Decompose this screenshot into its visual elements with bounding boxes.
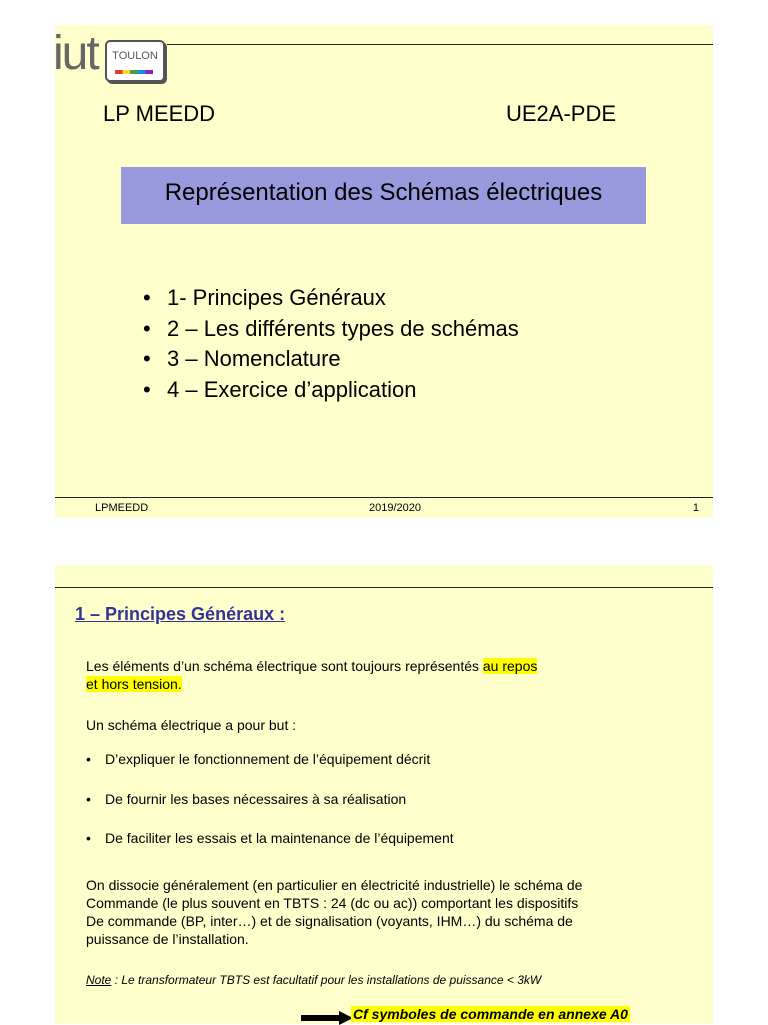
note [86,973,541,987]
footer-rule [55,497,713,498]
iut-toulon-logo [53,27,171,84]
agenda-item [143,314,519,345]
bullet: • [86,791,91,807]
bullet: • [143,285,151,310]
bullet: • [143,346,151,371]
header-rule [167,44,713,45]
paragraph-text: Les éléments d’un schéma électrique sont toujours représentés [86,658,483,674]
footer-course: LPMEEDD [95,502,149,514]
arrow-right-icon [301,1011,353,1025]
highlight-text: et hors tension. [86,676,182,692]
callout-annex: Cf symboles de commande en annexe A0 [353,1006,628,1022]
logo-badge-text: TOULON [112,50,158,62]
list-item-text: D’expliquer le fonctionnement de l’équipement décrit [105,751,431,767]
paragraph-line: puissance de l’installation. [86,931,249,947]
list-item-text: De fournir les bases nécessaires à sa réalisation [105,791,407,807]
paragraph-line: On dissocie généralement (en particulier en électricité industrielle) le schéma de [86,877,583,893]
paragraph-dissociation [86,876,686,948]
highlight-text: au repos [482,658,538,674]
agenda-item-text: 3 – Nomenclature [167,346,341,371]
logo-text: iut [53,27,98,80]
slide-2 [55,565,713,1024]
agenda-item-text: 2 – Les différents types de schémas [167,315,519,341]
agenda-item [143,344,519,375]
paragraph-purpose: Un schéma électrique a pour but : [86,717,297,733]
footer-year: 2019/2020 [369,502,421,514]
list-item [86,791,406,807]
agenda-item [143,375,519,406]
header-rule [55,587,713,588]
paragraph-line: De commande (BP, inter…) et de signalisation (voyants, IHM…) du schéma de [86,913,573,929]
course-label: LP MEEDD [103,101,216,126]
agenda-item [143,283,519,314]
list-item [86,751,430,767]
list-item [86,830,454,846]
logo-badge [105,40,165,82]
title-box [121,167,646,224]
paragraph-intro [86,657,686,693]
page-number: 1 [692,502,699,514]
paragraph-line: Commande (le plus souvent en TBTS : 24 (dc ou ac)) comportant les dispositifs [86,895,579,911]
agenda-list [143,283,519,405]
logo-color-strip [115,70,153,74]
bullet: • [86,751,91,767]
agenda-item-text: 1- Principes Généraux [167,285,386,310]
bullet: • [86,830,91,846]
note-label: Note [86,973,112,987]
bullet: • [143,376,151,402]
slide-title: Représentation des Schémas électriques [164,179,603,206]
agenda-item-text: 4 – Exercice d’application [167,376,417,402]
note-text: : Le transformateur TBTS est facultatif pour les installations de puissance < 3kW [111,973,542,987]
bullet: • [143,315,151,341]
slide-1 [55,25,713,518]
section-heading: 1 – Principes Généraux : [75,604,286,624]
module-code: UE2A-PDE [506,101,617,126]
list-item-text: De faciliter les essais et la maintenance de l’équipement [105,830,454,846]
